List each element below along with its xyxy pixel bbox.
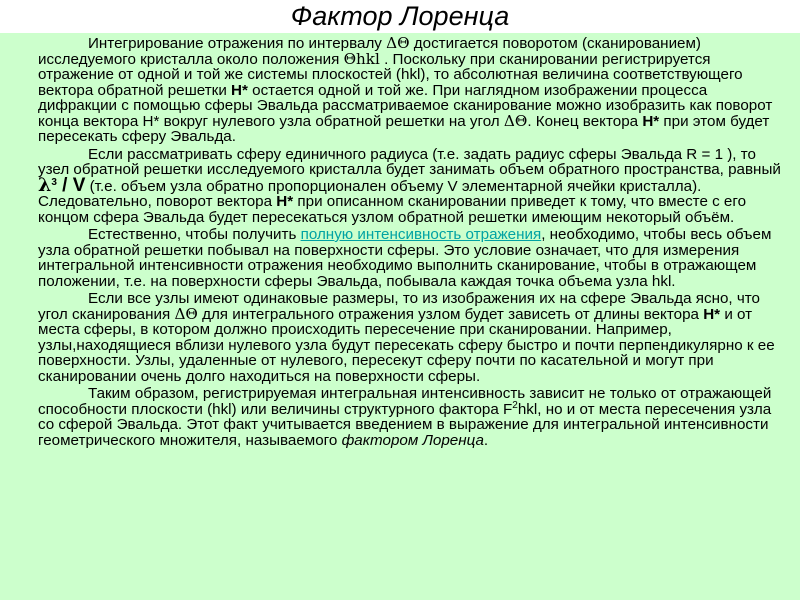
text: Интегрирование отражения по интервалу	[88, 35, 387, 52]
symbol-lambda: λ	[38, 173, 52, 196]
text: . Конец вектора	[527, 112, 643, 130]
paragraph-3	[38, 227, 782, 289]
symbol-h-star: H*	[276, 193, 294, 210]
paragraph-2	[38, 147, 782, 226]
text: .	[483, 431, 489, 449]
symbol-h-star: H*	[703, 305, 721, 323]
title-bar	[0, 0, 800, 33]
text: . Поскольку при сканировании регистрируется отражение от одной и той же системы плоскостей (hkl), то абсолютная величина соответствующего вектора обратной решетки	[38, 50, 743, 99]
symbol-theta-hkl: Θhkl	[343, 49, 380, 68]
body-text	[38, 36, 782, 450]
symbol-over-v: / V	[56, 174, 86, 196]
text: при описанном сканировании приведет к тому, что вместе с его концом сфера Эвальда будет пересекаться узлом обратной решетки имеющим некоторый объём.	[38, 193, 747, 226]
paragraph-4	[38, 291, 782, 384]
symbol-delta-theta: ΔΘ	[174, 304, 198, 323]
symbol-h-star: H*	[642, 112, 660, 130]
text: и от места сферы, в котором должно происходить пересечение при сканировании. Например, узлы,находящиеся вблизи нулевого узла будут пересекать сферу быстро и почти перпендикулярно к ее поверхности. Узлы, удаленные от нулевого, пересекут сферу почти по касательной и могут при сканировании очень долго находиться на поверхности сферы.	[38, 305, 775, 385]
text: достигается поворотом (сканированием) исследуемого кристалла около положения	[38, 35, 701, 68]
symbol-delta-theta: ΔΘ	[386, 34, 410, 52]
paragraph-5	[38, 386, 782, 448]
superscript-2: 2	[512, 399, 518, 411]
symbol-delta-theta: ΔΘ	[503, 111, 528, 130]
text: при этом будет пересекать сферу Эвальда.	[38, 112, 770, 145]
text: остается одной и той же. При наглядном изображении процесса дифракции с помощью сферы Эвальда рассматриваемое сканирование можно изобразить как поворот конца вектора H* вокруг нулевого узла обратной решетки на угол	[38, 81, 773, 130]
full-intensity-link[interactable]: полную интенсивность отражения	[300, 226, 542, 243]
symbol-h-star: H*	[231, 81, 248, 99]
text: Если рассматривать сферу единичного радиуса (т.е. задать радиус сферы Эвальда R = 1 ), то узел обратной решетки исследуемого кристалла будет занимать объем обратного пространства, равный	[38, 145, 781, 178]
paragraph-1	[38, 36, 782, 145]
text: hkl, но и от места пересечения узла со сферой Эвальда. Этот факт учитывается введением в выражение для интегральной интенсивности геометрического множителя, называемого	[38, 400, 772, 449]
text: (т.е. объем узла обратно пропорционален объему V элементарной ячейки кристалла). Следовательно, поворот вектора	[38, 177, 702, 210]
superscript-3: 3	[51, 176, 57, 188]
text: Таким образом, регистрируемая интегральная интенсивность зависит не только от отражающей способности плоскости (hkl) или величины структурного фактора F	[38, 385, 772, 418]
text: , необходимо, чтобы весь объем узла обратной решетки побывал на поверхности сферы. Это условие означает, что для измерения интегральной интенсивности отражения необходимо выполнить сканирование, чтобы в отражающем положении, т.е. на поверхности сферы Эвальда, побывала каждая точка объема узла hkl.	[38, 226, 772, 290]
text: для интегрального отражения узлом будет зависеть от длины вектора	[197, 305, 704, 323]
text: Если все узлы имеют одинаковые размеры, то из изображения их на сфере Эвальда ясно, что угол сканирования	[38, 290, 760, 323]
term-lorentz-factor: фактором Лоренца	[341, 431, 484, 449]
text: Естественно, чтобы получить	[88, 226, 301, 243]
page-title: Фактор Лоренца	[290, 1, 510, 31]
